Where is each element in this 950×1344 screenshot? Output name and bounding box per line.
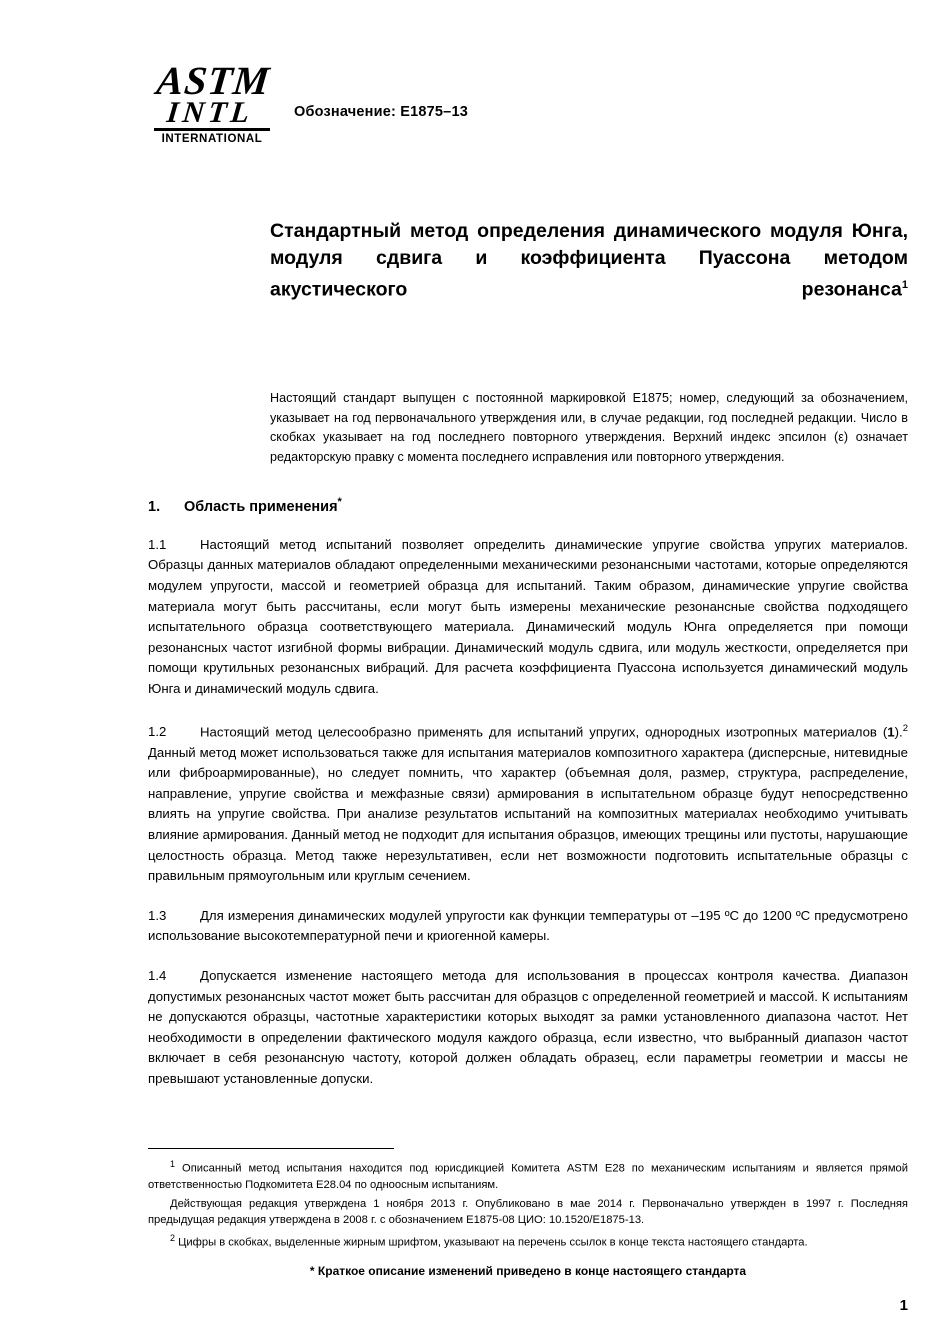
paragraph-text: Допускается изменение настоящего метода для использования в процессах контроля качества. Диапазон допустимых резонансных частот может быть рассчитан для образцов с определенной геометрией и массой. К испытаниям не допускаются образцы, частотные характеристики которых выходят за рамки установленного диапазона частот. Нет необходимости в определении фактического модуля каждого образца, если известно, что выбранный диапазон частот включает в себя резонансную частоту, которой должен обладать образец, если параметры геометрии и массы не превышают установленные допуски. (148, 967, 908, 1086)
footnote-ref-2: 2 (902, 722, 908, 734)
paragraph-1-3 (148, 906, 908, 947)
page-title (270, 218, 908, 304)
paragraph-text: Для измерения динамических модулей упругости как функции температуры от –195 ºC до 1200 ºC предусмотрено использование высокотемпературной печи и криогенной камеры. (148, 907, 908, 944)
footnote-1b (148, 1196, 908, 1229)
reference-number: 1 (887, 723, 895, 739)
footnote-star-note: * Краткое описание изменений приведено в конце настоящего стандарта (309, 1263, 747, 1278)
astm-logo-line2: INTL (165, 96, 255, 129)
paragraph-text-before: Настоящий метод целесообразно применять для испытаний упругих, однородных изотропных материалов ( (200, 723, 888, 739)
footnote-1-text: Описанный метод испытания находится под юрисдикцией Комитета ASTM E28 по механическим испытаниям и является прямой ответственностью Подкомитета E28.04 по одноосным испытаниям. (148, 1162, 908, 1192)
astm-logo-mark (145, 58, 280, 129)
footnote-2-marker: 2 (170, 1233, 176, 1244)
footnote-1b-text: Действующая редакция утверждена 1 ноября 2013 г. Опубликовано в мае 2014 г. Первоначально утвержден в 1997 г. Последняя предыдущая редакция утверждена в 2008 г. с обозначением E1875-08 ЦИО: 10.1520/E1875-13. (148, 1197, 908, 1226)
section-heading-marker: * (337, 496, 342, 508)
document-header (148, 58, 908, 145)
paragraph-1-4 (148, 966, 908, 1090)
page-number: 1 (899, 1297, 908, 1314)
footnote-2 (148, 1230, 908, 1251)
paragraph-text: Настоящий метод испытаний позволяет определить динамические упругие свойства упругих материалов. Образцы данных материалов обладают определенными механическими резонансными частотами, которые определяются модулем упругости, массой и геометрией образца для испытаний. Таким образом, динамические упругие свойства материала могут быть рассчитаны, если могут быть измерены механические резонансные свойства подходящего испытательного образца соответствующего материала. Динамический модуль Юнга определяется при помощи резонансных частот изгибной формы вибрации. Динамический модуль сдвига, или модуль жесткости, определяется при помощи крутильных резонансных вибраций. Для расчета коэффициента Пуассона используется динамический модуль Юнга и динамический модуль сдвига. (148, 536, 908, 696)
paragraph-1-1 (148, 535, 908, 700)
astm-logo-line1: ASTM (154, 58, 273, 103)
paragraph-number: 1.4 (148, 967, 167, 983)
footnote-1 (148, 1156, 908, 1194)
footnote-1-marker: 1 (170, 1159, 176, 1169)
document-body (148, 492, 908, 1108)
paragraph-number: 1.1 (148, 536, 167, 552)
section-heading-text: Область применения (184, 498, 338, 515)
standard-intro-paragraph: Настоящий стандарт выпущен с постоянной маркировкой E1875; номер, следующий за обозначением, указывает на год первоначального утверждения или, в случае редакции, год последней редакции. Число в скобках указывает на год последнего повторного утверждения. Верхний индекс эпсилон (ε) означает редакторскую правку с момента последнего исправления или повторного утверждения. (270, 391, 908, 464)
footnote-2-text: Цифры в скобках, выделенные жирным шрифтом, указывают на перечень ссылок в конце текста настоящего стандарта. (178, 1237, 808, 1250)
title-footnote-marker: 1 (901, 279, 908, 291)
paragraph-1-2 (148, 719, 908, 887)
section-heading-scope (148, 492, 908, 517)
paragraph-text-after: Данный метод может использоваться также для испытания материалов композитного характера (дисперсные, нитевидные или фиброармированные), но следует помнить, что характер (объемная доля, размер, структура, распределение, направление, упругие свойства и межфазные связи) армирования в испытательном образце будут непосредственно влиять на упругие свойства. При анализе результатов испытаний на композитных материалах необходимо учитывать влияние армирования. Данный метод не подходит для испытания образцов, имеющих трещины или пустоты, нарушающие целостность образца. Метод также нерезультативен, если нет возможности подготовить испытательные образцы с правильным прямоугольным или круглым сечением. (148, 744, 908, 884)
footnote-divider (148, 1148, 394, 1149)
section-number: 1. (148, 498, 161, 515)
astm-logo-subtitle: INTERNATIONAL (161, 133, 263, 145)
designation-label: Обозначение: E1875–13 (294, 104, 468, 120)
paragraph-number: 1.3 (148, 907, 167, 923)
footnote-section (148, 1148, 908, 1290)
astm-logo (148, 58, 276, 145)
paragraph-number: 1.2 (148, 723, 167, 739)
paragraph-text-mid: ). (894, 723, 903, 739)
page-title-text: Стандартный метод определения динамического модуля Юнга, модуля сдвига и коэффициента Пуассона методом акустического резонанса (270, 220, 908, 301)
